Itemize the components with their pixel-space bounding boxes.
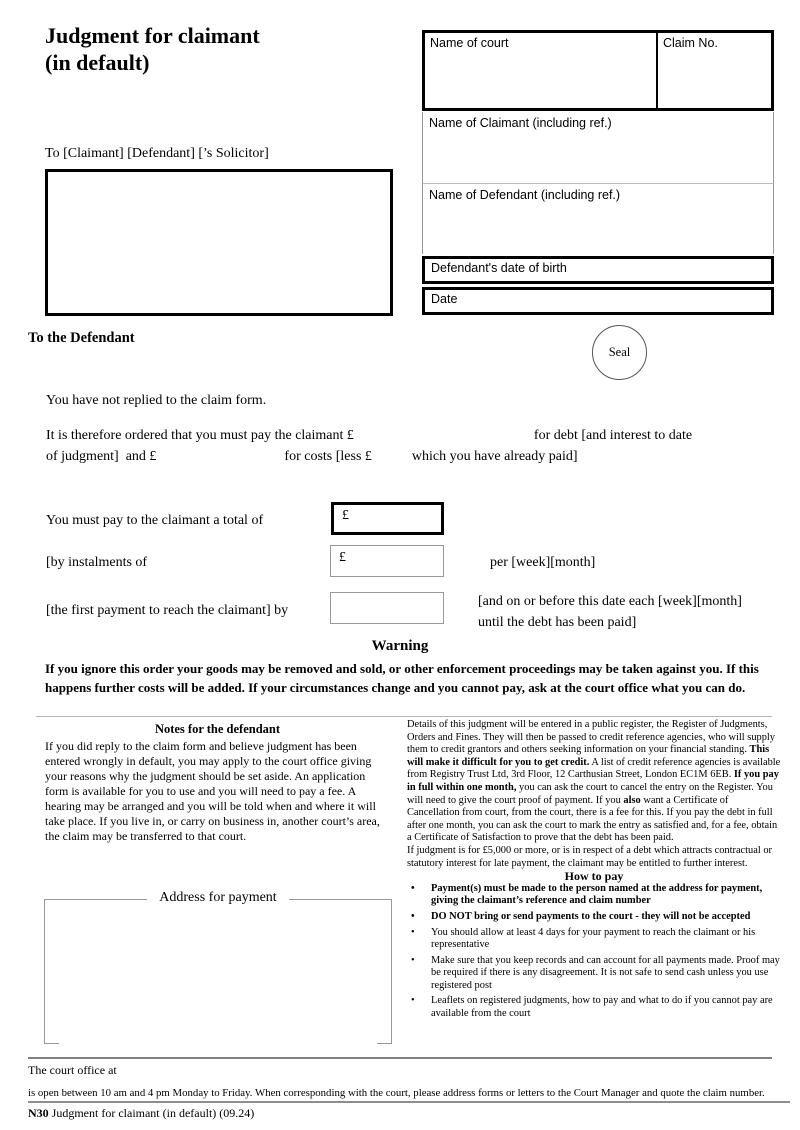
court-header-box (422, 30, 774, 111)
bullet-icon: • (411, 926, 415, 938)
date-each-text: [and on or before this date each [week][month] until the debt has been paid] (478, 594, 742, 630)
register-column (407, 719, 781, 1024)
total-label: You must pay to the claimant a total of (46, 513, 264, 528)
form-title-line2: (in default) (45, 50, 150, 75)
bullet-icon: • (411, 910, 415, 922)
first-payment-date-field[interactable] (330, 592, 444, 624)
ordered-line2: of judgment] and £ for costs [less £ which you have already paid] (46, 449, 578, 464)
footer-rule-top (28, 1057, 772, 1059)
ordered-line1: It is therefore ordered that you must pay the claimant £ for debt [and interest to date (46, 428, 693, 443)
per-week-month-label: per [week][month] (490, 555, 596, 570)
bullet-icon: • (411, 995, 415, 1007)
court-office-at-label: The court office at (28, 1063, 117, 1077)
pound-sign: £ (339, 550, 346, 565)
total-amount-field[interactable] (331, 502, 444, 535)
defendant-dob-field[interactable] (422, 256, 774, 284)
footer-rule-bottom (28, 1101, 790, 1103)
pound-sign: £ (342, 508, 349, 523)
list-item: • You should allow at least 4 days for your payment to reach the claimant or his representative (407, 927, 781, 952)
warning-text: If you ignore this order your goods may be removed and sold, or other enforcement proceedings may be taken against you. If this happens further costs will be added. If your circumstances change and you cannot pay, ask at the court office what you can do. (45, 661, 759, 695)
bullet-icon: • (411, 954, 415, 966)
claimant-name-field[interactable] (422, 112, 774, 183)
notes-body: If you did reply to the claim form and believe judgment has been entered wrongly in default, you may apply to the court office giving your reasons why the judgment should be set aside. An application form is available for you to use and you will need to pay a fee. A hearing may be arranged and you will be told when and where it will take place. If you live in, or carry on business in, another court’s area, the claim may be transferred to that court. (45, 739, 380, 843)
section-divider (36, 716, 772, 717)
recipient-address-box[interactable] (45, 169, 393, 316)
register-paragraph: Details of this judgment will be entered in a public register, the Register of Judgments, Orders and Fines. They will then be passed to credit reference agencies, who will supply them to credit grantors and others seeking information on your financial standing. This will make it difficult for you to get credit. A list of credit reference agencies is available from Registry Trust Ltd, 3rd Floor, 12 Carthusian Street, London EC1M 6EB. If you pay in full within one month, you can ask the court to cancel the entry on the Register. You will need to give the court proof of payment. If you also want a Certificate of Cancellation from court, from the court, there is a fee for this. If you pay the debt in full after one month, you can ask the court to mark the entry as satisfied and, for a fee, obtain a Certificate of Satisfaction to prove that the debt has been paid. (407, 719, 781, 844)
date-field[interactable] (422, 287, 774, 315)
list-item: • Make sure that you keep records and can account for all payments made. Proof may be required if there is any disagreement. It is not safe to send cash unless you use registered post (407, 955, 781, 993)
opening-hours-text: is open between 10 am and 4 pm Monday to Friday. When corresponding with the court, please address forms or letters to the Court Manager and quote the claim number. (28, 1087, 765, 1099)
not-replied-text: You have not replied to the claim form. (46, 393, 267, 408)
list-item: • DO NOT bring or send payments to the court - they will not be accepted (407, 911, 781, 924)
seal-label: Seal (608, 345, 631, 359)
instalments-label: [by instalments of (46, 555, 148, 570)
claimant-name-label: Name of Claimant (including ref.) (429, 116, 612, 130)
how-to-pay-heading: How to pay (564, 869, 624, 884)
defendant-name-label: Name of Defendant (including ref.) (429, 188, 621, 202)
form-reference (28, 1106, 254, 1121)
first-payment-label: [the first payment to reach the claimant] by (46, 603, 289, 618)
form-reference-rest: Judgment for claimant (in default) (09.24) (48, 1106, 255, 1120)
list-item: • Leaflets on registered judgments, how to pay and what to do if you cannot pay are available from the court (407, 995, 781, 1020)
name-of-court-label: Name of court (430, 36, 509, 50)
interest-paragraph: If judgment is for £5,000 or more, or is in respect of a debt which attracts contractual or statutory interest for late payment, the claimant may be entitled to further interest. (407, 844, 773, 869)
form-title-line1: Judgment for claimant (45, 23, 260, 48)
recipient-to-label: To [Claimant] [Defendant] [’s Solicitor] (45, 146, 269, 161)
bullet-icon: • (411, 882, 415, 894)
name-of-court-field[interactable] (425, 33, 656, 108)
ordered-paragraph (46, 425, 786, 467)
instalment-amount-field[interactable] (330, 545, 444, 577)
address-for-payment-box[interactable] (44, 890, 392, 1044)
address-for-payment-label: Address for payment (147, 890, 288, 906)
notes-heading: Notes for the defendant (154, 722, 281, 736)
date-label: Date (431, 292, 458, 306)
list-item: • Payment(s) must be made to the person named at the address for payment, giving the claimant’s reference and claim number (407, 883, 781, 908)
claim-no-label: Claim No. (663, 36, 718, 50)
court-seal (592, 325, 647, 380)
notes-for-defendant-column (45, 722, 390, 844)
defendant-name-field[interactable] (422, 183, 774, 254)
to-defendant-heading: To the Defendant (28, 330, 135, 346)
form-number: N30 (28, 1106, 49, 1120)
warning-heading: Warning (371, 638, 429, 654)
form-title (45, 22, 260, 76)
claim-no-field[interactable] (656, 33, 771, 108)
defendant-dob-label: Defendant's date of birth (431, 261, 567, 275)
